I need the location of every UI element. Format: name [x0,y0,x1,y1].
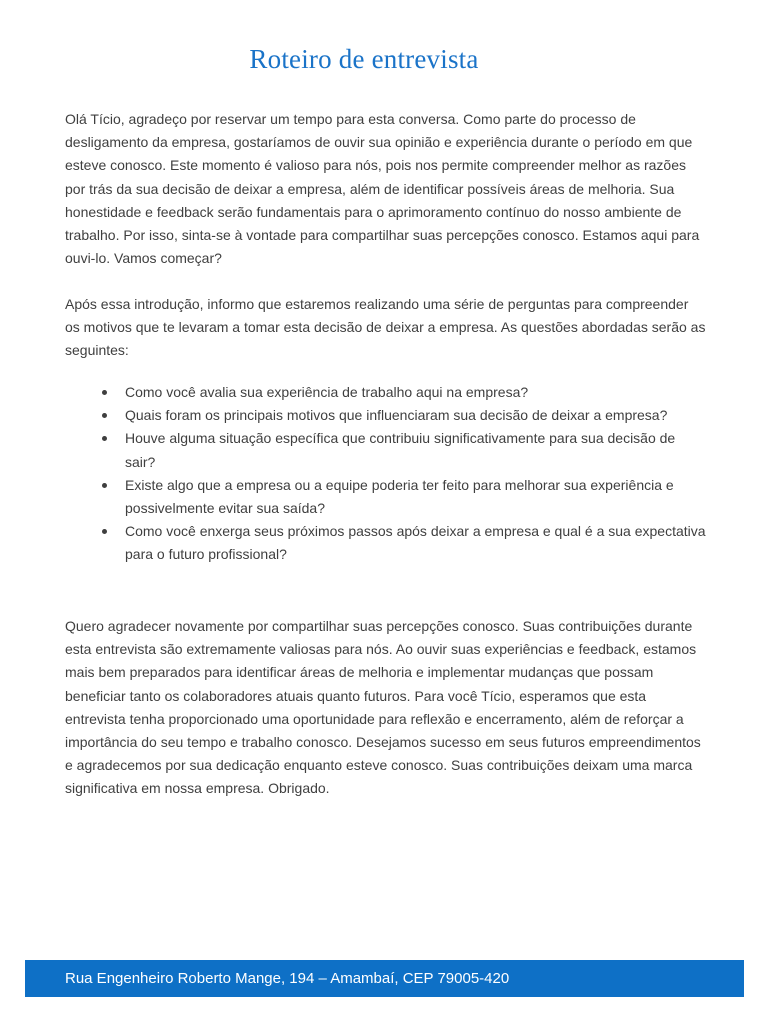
list-item [65,520,707,566]
footer-bar [25,960,744,997]
list-item [65,381,707,404]
list-item [65,474,707,520]
closing-paragraph: Quero agradecer novamente por compartilhar suas percepções conosco. Suas contribuições durante esta entrevista são extremamente valiosas para nós. Ao ouvir suas experiências e feedback, estamos mais bem preparados para identificar áreas de melhoria e implementar mudanças que possam beneficiar tanto os colaboradores atuais quanto futuros. Para você Tício, esperamos que esta entrevista tenha proporcionado uma oportunidade para reflexão e encerramento, além de reforçar a importância do seu tempo e trabalho conosco. Desejamos sucesso em seus futuros empreendimentos e agradecemos por sua dedicação enquanto esteve conosco. Suas contribuições deixam uma marca significativa em nossa empresa. Obrigado. [65,618,701,797]
question-text: Como você avalia sua experiência de trabalho aqui na empresa? [125,384,529,400]
closing-section [65,615,707,801]
page-title: Roteiro de entrevista [249,44,479,74]
transition-paragraph: Após essa introdução, informo que estaremos realizando uma série de perguntas para compreender os motivos que te levaram a tomar esta decisão de deixar a empresa. As questões abordadas serão as seguintes: [65,296,706,359]
question-text: Existe algo que a empresa ou a equipe poderia ter feito para melhorar sua experiência e possivelmente evitar sua saída? [125,476,674,517]
questions-section [65,381,707,567]
question-text: Houve alguma situação específica que contribuiu significativamente para sua decisão de sair? [125,430,676,470]
questions-list [65,381,707,567]
bullet-icon [102,413,107,418]
list-item [65,427,707,473]
bullet-icon [102,529,107,534]
intro-paragraph: Olá Tício, agradeço por reservar um tempo para esta conversa. Como parte do processo de desligamento da empresa, gostaríamos de ouvir sua opinião e experiência durante o período em que esteve conosco. Este momento é valioso para nós, pois nos permite compreender melhor as razões por trás da sua decisão de deixar a empresa, além de identificar possíveis áreas de melhoria. Sua honestidade e feedback serão fundamentais para o aprimoramento contínuo do nosso ambiente de trabalho. Por isso, sinta-se à vontade para compartilhar suas percepções conosco. Estamos aqui para ouvi-lo. Vamos começar? [65,111,700,267]
question-text: Quais foram os principais motivos que influenciaram sua decisão de deixar a empresa? [125,407,668,424]
footer-address: Rua Engenheiro Roberto Mange, 194 – Amambaí, CEP 79005-420 [65,970,510,987]
bullet-icon [102,390,107,395]
transition-section [65,293,707,363]
list-item [65,404,707,427]
bullet-icon [102,483,107,488]
bullet-icon [102,436,107,441]
intro-section [65,108,707,270]
question-text: Como você enxerga seus próximos passos após deixar a empresa e qual é a sua expectativa para o futuro profissional? [125,523,706,563]
